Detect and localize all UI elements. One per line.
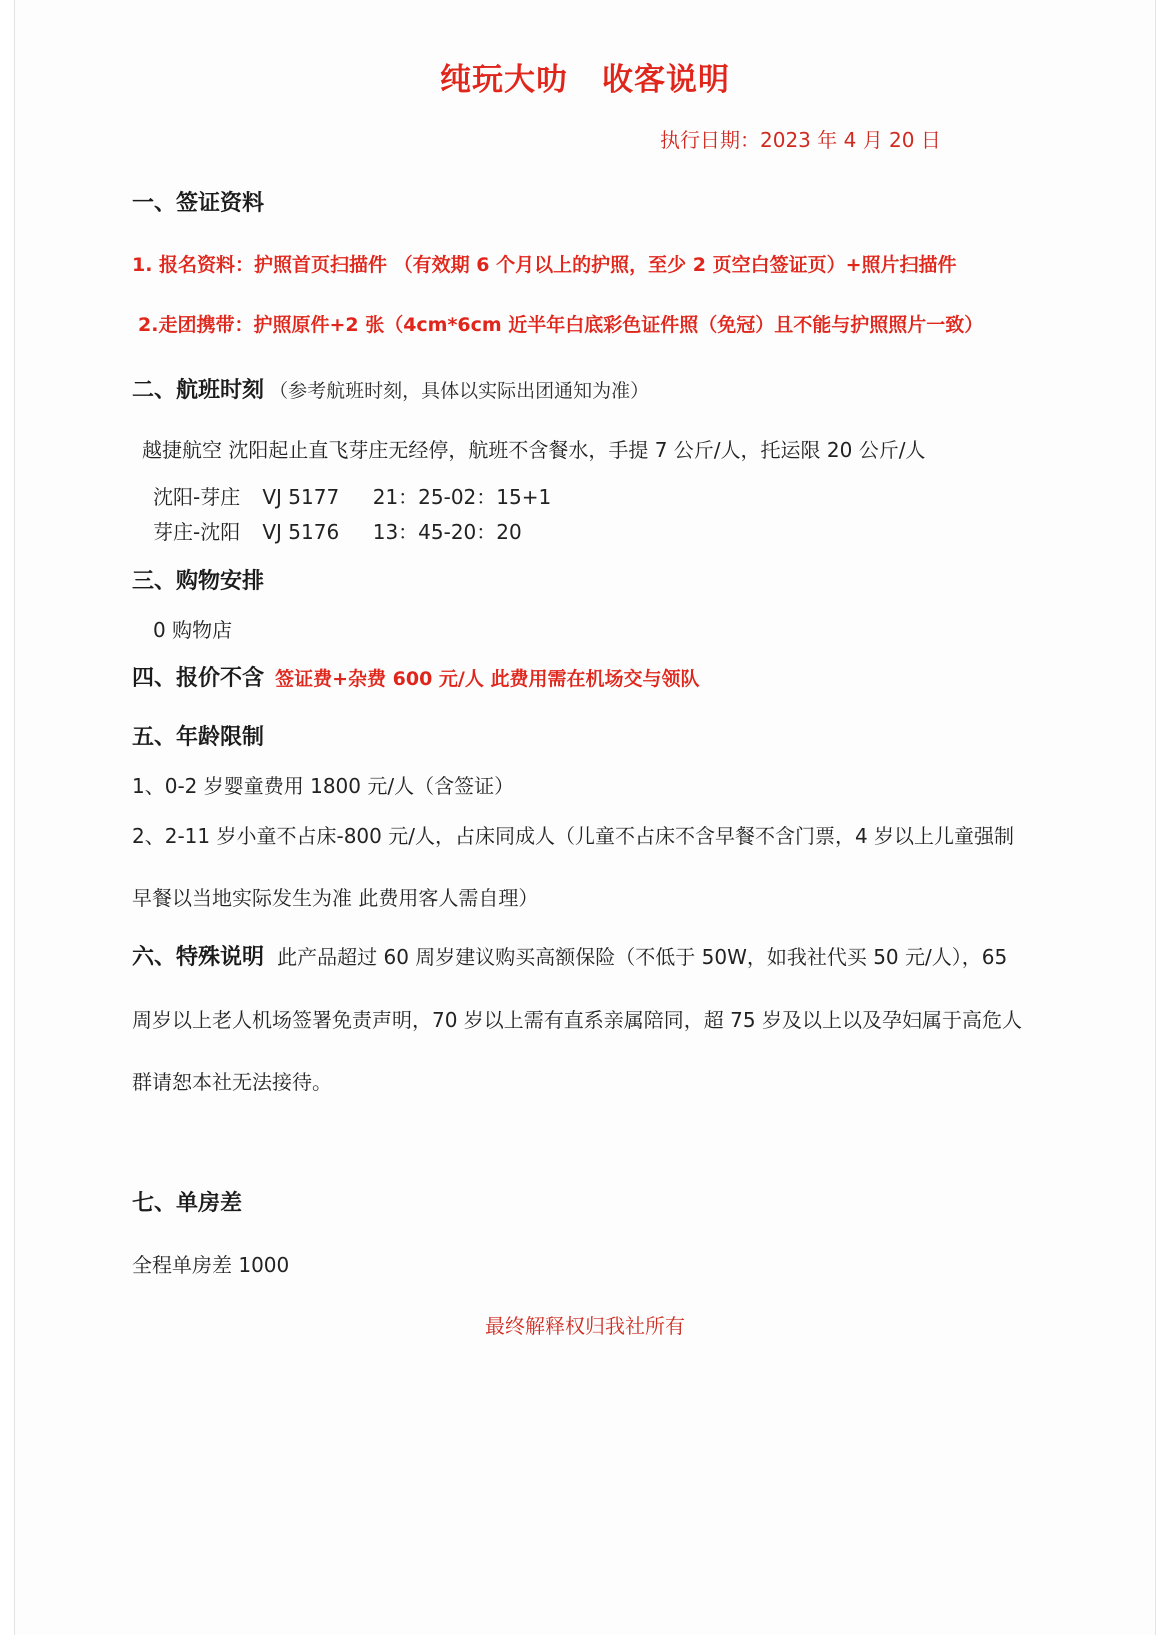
age-rule-1: 1、0-2 岁婴童费用 1800 元/人（含签证） — [132, 774, 515, 798]
flight-row — [153, 481, 551, 510]
document-title: 纯玩大叻 收客说明 — [440, 62, 730, 98]
section-special-heading: 六、特殊说明 — [132, 945, 265, 970]
flight-number: VJ 5177 — [262, 485, 340, 509]
single-room-text: 全程单房差 1000 — [132, 1253, 290, 1277]
section-special-row — [132, 940, 1007, 971]
section-age-heading: 五、年龄限制 — [132, 725, 265, 750]
special-text-2: 周岁以上老人机场签署免责声明，70 岁以上需有直系亲属陪同，超 75 岁及以上以及孕妇属于高危人 — [132, 1008, 1022, 1032]
flight-number: VJ 5176 — [262, 520, 340, 544]
section-single-room-heading: 七、单房差 — [132, 1191, 243, 1216]
age-rule-2: 2、2-11 岁小童不占床-800 元/人，占床同成人（儿童不占床不含早餐不含门票，4 岁以上儿童强制 — [132, 824, 1015, 848]
flight-time: 21：25-02：15+1 — [372, 485, 552, 509]
section-visa-heading: 一、签证资料 — [132, 191, 265, 216]
exclusions-text: 签证费+杂费 600 元/人 此费用需在机场交与领队 — [275, 668, 700, 690]
effective-date: 执行日期：2023 年 4 月 20 日 — [660, 128, 941, 152]
section-flight-heading-row — [132, 373, 649, 404]
footer-disclaimer: 最终解释权归我社所有 — [485, 1314, 685, 1338]
section-exclusions-heading: 四、报价不含 — [132, 666, 265, 691]
shopping-text: 0 购物店 — [153, 618, 233, 642]
visa-requirement-line-2: 2.走团携带：护照原件+2 张（4cm*6cm 近半年白底彩色证件照（免冠）且不能与护照照片一致） — [138, 314, 984, 336]
flight-row — [153, 516, 522, 545]
visa-requirement-line-1: 1. 报名资料：护照首页扫描件 （有效期 6 个月以上的护照，至少 2 页空白签证页）+照片扫描件 — [132, 254, 957, 276]
flight-time: 13：45-20：20 — [372, 520, 522, 544]
flight-route: 芽庄-沈阳 — [153, 520, 241, 544]
age-rule-2-cont: 早餐以当地实际发生为准 此费用客人需自理） — [132, 886, 539, 910]
special-text-1: 此产品超过 60 周岁建议购买高额保险（不低于 50W，如我社代买 50 元/人），65 — [277, 945, 1008, 969]
section-exclusions-row — [132, 661, 699, 692]
document-page — [14, 0, 1156, 1635]
flight-note: （参考航班时刻，具体以实际出团通知为准） — [269, 380, 650, 402]
airline-info: 越捷航空 沈阳起止直飞芽庄无经停，航班不含餐水，手提 7 公斤/人，托运限 20 公斤/人 — [142, 438, 926, 462]
flight-route: 沈阳-芽庄 — [153, 485, 241, 509]
special-text-3: 群请恕本社无法接待。 — [132, 1070, 332, 1094]
section-flight-heading: 二、航班时刻 — [132, 378, 265, 403]
section-shopping-heading: 三、购物安排 — [132, 569, 265, 594]
